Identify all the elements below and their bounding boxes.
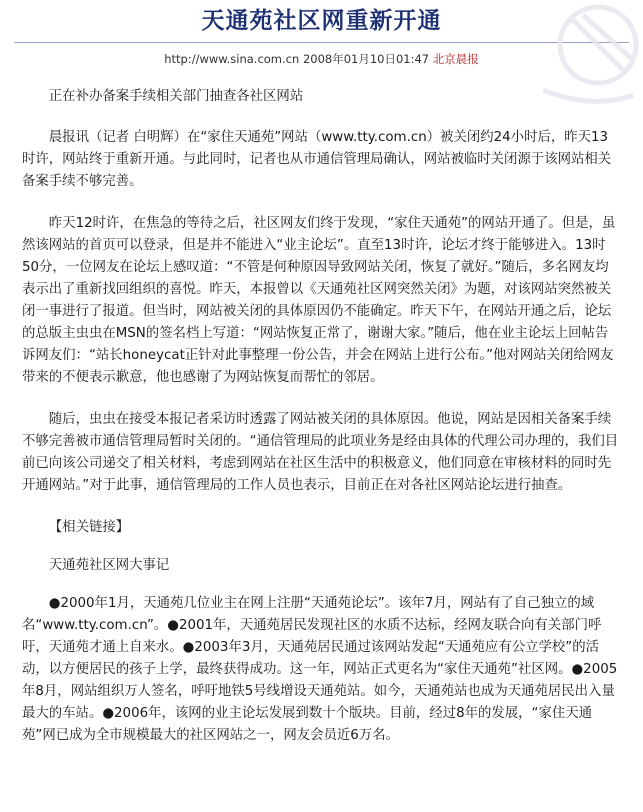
article-subtitle: 正在补办备案手续相关部门抽查各社区网站 [48,89,304,104]
article-paragraph: 随后，虫虫在接受本报记者采访时透露了网站被关闭的具体原因。他说，网站是因相关备案手续不够完善被市通信管理局暂时关闭的。“通信管理局的此项业务是经由具体的代理公司办理的，我们目前已向该公司递交了相关材料，考虑到网站在社区生活中的积极意义，他们同意在审核材料的同时先开通网站。”对于此事，通信管理局的工作人员也表示，目前正在对各社区网站论坛进行抽查。 [22,412,619,493]
article-meta [0,51,643,67]
history-heading: 天通苑社区网大事记 [48,558,170,573]
article-paragraph: 昨天12时许，在焦急的等待之后，社区网友们终于发现，“家住天通苑”的网站开通了。但是，虽然该网站的首页可以登录，但是并不能进入“业主论坛”。直至13时许，论坛才终于能够进入。13时50分，一位网友在论坛上感叹道：“不管是何种原因导致网站关闭，恢复了就好。”随后，多名网友均表示出了重新找回组织的喜悦。昨天，本报曾以《天通苑社区网突然关闭》为题，对该网站突然被关闭一事进行了报道。但当时，网站被关闭的具体原因仍不能确定。昨天下午，在网站开通之后，论坛的总版主虫虫在MSN的签名档上写道：“网站恢复正常了，谢谢大家。”随后，他在业主论坛上回帖告诉网友们：“站长honeycat正针对此事整理一份公告，并会在网站上进行公布。”他对网站关闭给网友带来的不便表示歉意，他也感谢了为网站恢复而帮忙的邻居。 [22,216,616,385]
publish-datetime: 2008年01月10日01:47 [302,52,430,66]
history-text: ●2000年1月，天通苑几位业主在网上注册“天通苑论坛”。该年7月，网站有了自己独立的域名“www.tty.com.cn”。●2001年，天通苑居民发现社区的水质不达标，经网友联合向有关部门呼吁，天通苑才通上自来水。●2003年3月，天通苑居民通过该网站发起“天通苑应有公立学校”的活动，以方便居民的孩子上学，最终获得成功。这一年，网站正式更名为“家住天通苑”社区网。●2005年8月，网站组织万人签名，呼吁地铁5号线增设天通苑站。如今，天通苑站也成为天通苑居民出入量最大的车站。●2006年，该网的业主论坛发展到数十个版块。目前，经过8年的发展，“家住天通苑”网已成为全市规模最大的社区网站之一，网友会员近6万名。 [22,596,618,743]
related-links-heading: 【相关链接】 [48,520,130,535]
article-title: 天通苑社区网重新开通 [201,8,442,34]
source-name: 北京晨报 [432,52,479,66]
source-url: http://www.sina.com.cn [164,52,300,66]
article-body [0,86,643,747]
title-divider [14,42,629,43]
article-paragraph: 晨报讯（记者 白明辉）在“家住天通苑”网站（www.tty.com.cn）被关闭约24小时后，昨天13时许，网站终于重新开通。与此同时，记者也从市通信管理局确认，网站被临时关闭源于该网站相关备案手续不够完善。 [22,130,612,189]
